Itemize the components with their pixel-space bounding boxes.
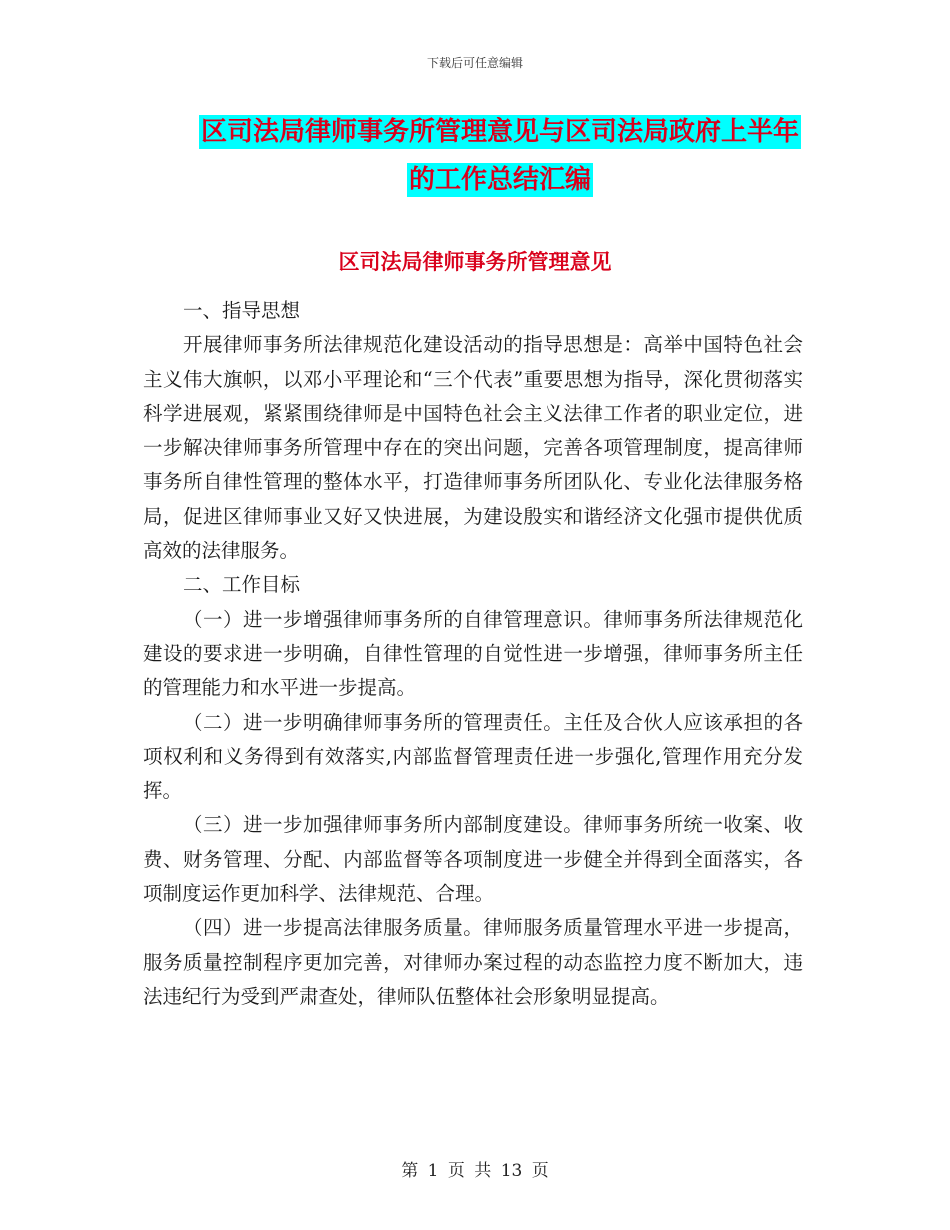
page-header-note: 下载后可任意编辑 [426, 56, 523, 70]
section-title: 区司法局律师事务所管理意见 [338, 250, 612, 274]
paragraph-guiding-ideology: 开展律师事务所法律规范化建设活动的指导思想是：高举中国特色社会主义伟大旗帜，以邓小平理论和“三个代表”重要思想为指导，深化贯彻落实科学进展观，紧紧围绕律师是中国特色社会主义法律工作者的职业定位，进一步解决律师事务所管理中存在的突出问题，完善各项管理制度，提高律师事务所自律性管理的整体水平，打造律师事务所团队化、专业化法律服务格局，促进区律师事业又好又快进展，为建设殷实和谐经济文化强市提供优质高效的法律服务。 [143, 333, 803, 563]
heading-guiding-ideology: 一、指导思想 [182, 299, 300, 322]
paragraph-goal-4: （四）进一步提高法律服务质量。律师服务质量管理水平进一步提高，服务质量控制程序更加完善，对律师办案过程的动态监控力度不断加大，违法违纪行为受到严肃查处，律师队伍整体社会形象明显提高。 [143, 916, 803, 1008]
paragraph-goal-2: （二）进一步明确律师事务所的管理责任。主任及合伙人应该承担的各项权利和义务得到有效落实,内部监督管理责任进一步强化,管理作用充分发挥。 [143, 710, 803, 803]
page-number: 第 1 页 共 13 页 [401, 1161, 549, 1181]
document-title [140, 108, 860, 204]
paragraph-goal-1: （一）进一步增强律师事务所的自律管理意识。律师事务所法律规范化建设的要求进一步明确，自律性管理的自觉性进一步增强，律师事务所主任的管理能力和水平进一步提高。 [143, 607, 803, 700]
paragraph-goal-3: （三）进一步加强律师事务所内部制度建设。律师事务所统一收案、收费、财务管理、分配、内部监督等各项制度进一步健全并得到全面落实，各项制度运作更加科学、法律规范、合理。 [143, 813, 803, 906]
document-title-line-2: 的工作总结汇编 [408, 165, 591, 195]
document-body [143, 294, 803, 1014]
heading-work-goals: 二、工作目标 [182, 573, 300, 597]
document-title-line-1: 区司法局律师事务所管理意见与区司法局政府上半年 [200, 117, 799, 147]
